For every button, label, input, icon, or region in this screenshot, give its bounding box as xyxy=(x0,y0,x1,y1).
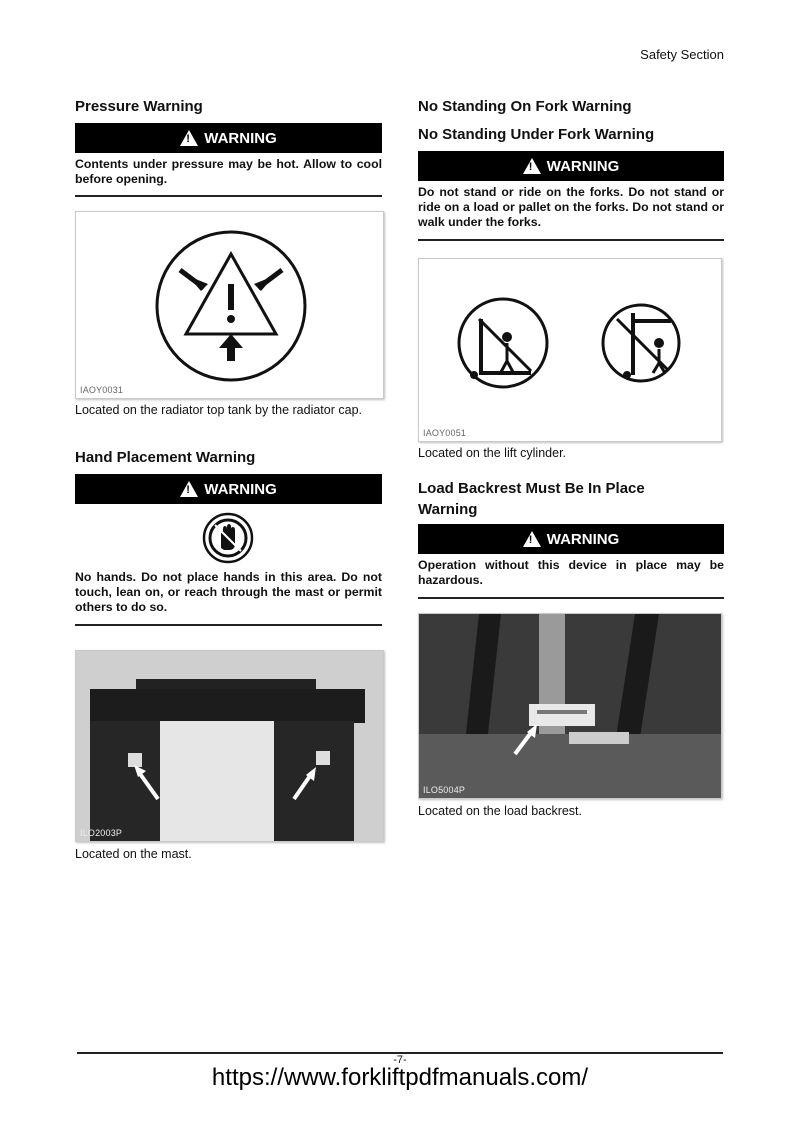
fork-under-title: No Standing Under Fork Warning xyxy=(418,126,655,143)
no-standing-icons xyxy=(419,259,721,441)
backrest-warning-title: Load Backrest Must Be In Place Warning xyxy=(418,480,645,518)
page-number: -7- xyxy=(393,1054,407,1066)
fork-figure xyxy=(418,258,722,442)
backrest-caption: Located on the load backrest. xyxy=(418,804,583,818)
backrest-warning-text: Operation without this device in place may be hazardous. xyxy=(418,558,724,587)
pressure-figure xyxy=(75,211,384,399)
fork-warning-banner xyxy=(418,151,724,181)
divider xyxy=(75,624,382,626)
warning-triangle-icon xyxy=(523,158,541,174)
fork-caption: Located on the lift cylinder. xyxy=(418,446,567,460)
pressure-warning-banner xyxy=(75,123,382,153)
footer-url-link[interactable]: https://www.forkliftpdfmanuals.com/ xyxy=(211,1064,589,1091)
pressure-hazard-icon xyxy=(76,212,383,398)
hand-warning-text: No hands. Do not place hands in this area. Do not touch, lean on, or reach through the mast or permit others to do so. xyxy=(75,570,382,614)
hand-warning-banner xyxy=(75,474,382,504)
figure-code: ILO5004P xyxy=(423,785,466,795)
figure-code: ILO2003P xyxy=(80,828,123,838)
fork-standing-title: No Standing On Fork Warning xyxy=(418,98,632,115)
mast-photo xyxy=(75,650,384,842)
backrest-photo xyxy=(418,613,722,799)
hand-warning-title: Hand Placement Warning xyxy=(75,449,256,466)
backrest-warning-banner xyxy=(418,524,724,554)
warning-triangle-icon xyxy=(180,481,198,497)
section-header: Safety Section xyxy=(640,47,724,62)
divider xyxy=(75,195,382,197)
divider xyxy=(418,597,724,599)
fork-warning-text: Do not stand or ride on the forks. Do not stand or ride on a load or pallet on the forks. Do not stand or walk under the forks. xyxy=(418,185,724,229)
warning-triangle-icon xyxy=(180,130,198,146)
mast-caption: Located on the mast. xyxy=(75,847,192,861)
pressure-warning-text: Contents under pressure may be hot. Allow to cool before opening. xyxy=(75,157,382,186)
backrest-illustration xyxy=(419,614,721,798)
mast-illustration xyxy=(76,651,383,841)
warning-label: WARNING xyxy=(546,530,620,548)
no-hands-icon xyxy=(202,512,254,564)
figure-code: IAOY0031 xyxy=(80,385,124,395)
warning-label: WARNING xyxy=(204,480,277,498)
warning-triangle-icon xyxy=(523,531,541,547)
pressure-warning-title: Pressure Warning xyxy=(75,98,203,115)
warning-label: WARNING xyxy=(204,129,277,147)
pressure-caption: Located on the radiator top tank by the radiator cap. xyxy=(75,403,362,417)
warning-label: WARNING xyxy=(546,157,620,175)
figure-code: IAOY0051 xyxy=(423,428,467,438)
divider xyxy=(418,239,724,241)
